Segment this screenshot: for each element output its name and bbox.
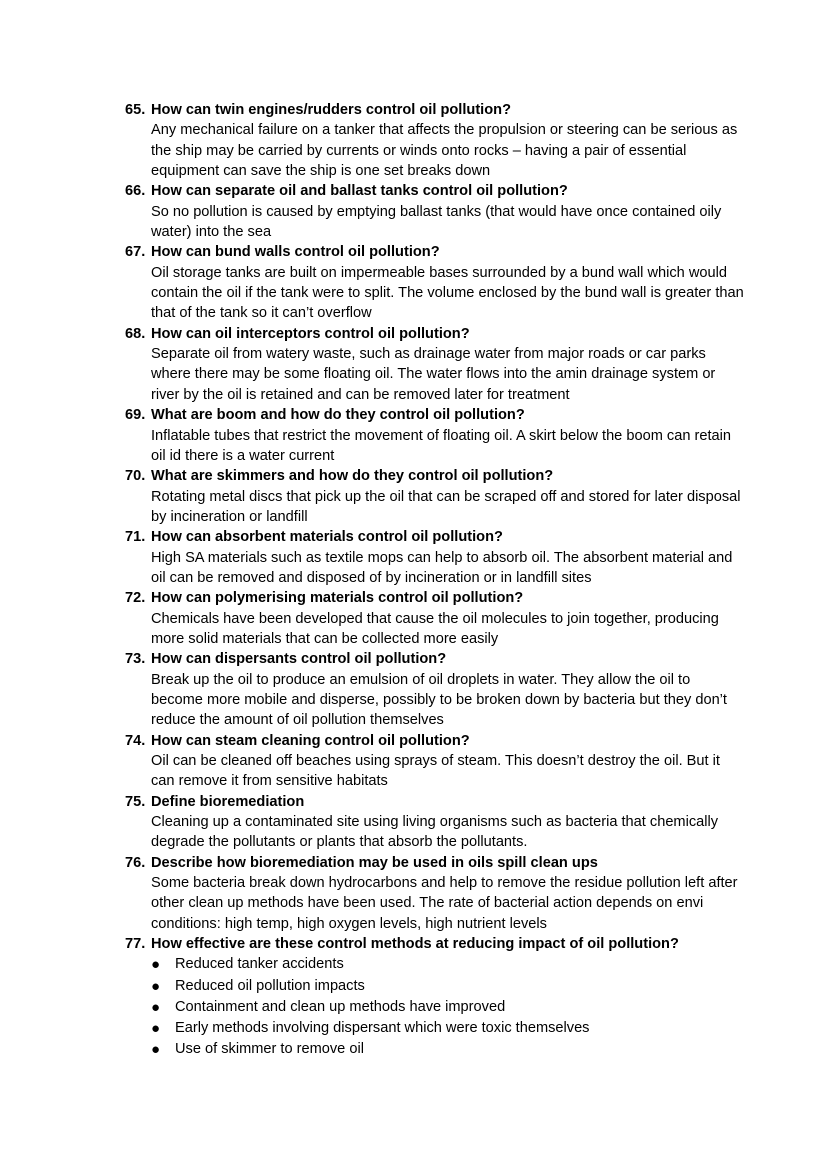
qa-item-69 [125, 405, 745, 466]
question-number: 72. [125, 590, 146, 607]
list-item [151, 954, 745, 975]
qa-item-72 [125, 588, 745, 649]
answer-text: Chemicals have been developed that cause the oil molecules to join together, producing more solid materials that can be collected more easily [151, 610, 719, 647]
question-number: 77. [125, 936, 146, 953]
question-number: 75. [125, 793, 146, 810]
question-text: How effective are these control methods at reducing impact of oil pollution? [151, 936, 679, 953]
answer-text: Rotating metal discs that pick up the oil that can be scraped off and stored for later disposal by incineration or landfill [151, 488, 741, 525]
qa-item-71 [125, 527, 745, 588]
answer-text: Oil storage tanks are built on impermeable bases surrounded by a bund wall which would contain the oil if the tank were to split. The volume enclosed by the bund wall is greater than that of the tank so it can’t overflow [151, 264, 744, 322]
question-text: What are boom and how do they control oil pollution? [151, 407, 525, 424]
question-heading [125, 466, 745, 486]
question-heading [125, 731, 745, 751]
list-item [151, 1018, 745, 1039]
bullet-text: Early methods involving dispersant which were toxic themselves [175, 1020, 590, 1037]
question-text: How can dispersants control oil pollution? [151, 651, 447, 668]
question-text: How can steam cleaning control oil pollution? [151, 732, 470, 749]
question-text: How can bund walls control oil pollution? [151, 244, 440, 261]
question-text: Describe how bioremediation may be used in oils spill clean ups [151, 854, 598, 871]
question-number: 73. [125, 651, 146, 668]
qa-item-74 [125, 731, 745, 792]
question-heading [125, 853, 745, 873]
question-text: How can twin engines/rudders control oil pollution? [151, 102, 511, 118]
bullet-icon: ● [151, 977, 161, 995]
list-item [151, 976, 745, 997]
qa-item-77 [125, 934, 745, 1060]
question-text: What are skimmers and how do they control oil pollution? [151, 468, 554, 485]
question-heading [125, 242, 745, 262]
question-number: 66. [125, 183, 146, 200]
question-number: 68. [125, 325, 146, 342]
question-heading [125, 405, 745, 425]
qa-item-73 [125, 649, 745, 730]
question-heading [125, 934, 745, 954]
question-heading [125, 527, 745, 547]
answer-text: Cleaning up a contaminated site using living organisms such as bacteria that chemically degrade the pollutants or plants that absorb the pollutants. [151, 814, 719, 851]
bullet-text: Use of skimmer to remove oil [175, 1041, 364, 1058]
qa-item-70 [125, 466, 745, 527]
answer-text: Separate oil from watery waste, such as drainage water from major roads or car parks where there may be some floating oil. The water flows into the amin drainage system or river by the oil is retained and can be removed later for treatment [151, 346, 716, 403]
question-number: 76. [125, 854, 146, 871]
answer-text: High SA materials such as textile mops can help to absorb oil. The absorbent material and oil can be removed and disposed of by incineration or in landfill sites [151, 549, 733, 586]
question-number: 67. [125, 244, 146, 261]
question-text: How can separate oil and ballast tanks control oil pollution? [151, 183, 568, 200]
bullet-icon: ● [151, 998, 161, 1016]
question-number: 69. [125, 407, 146, 424]
answer-text: Some bacteria break down hydrocarbons and help to remove the residue pollution left after other clean up methods have been used. The rate of bacterial action depends on envi conditions: high temp, high oxygen levels, high nutrient levels [151, 875, 738, 932]
bullet-icon: ● [151, 1020, 161, 1038]
list-item [151, 997, 745, 1018]
question-heading [125, 324, 745, 344]
qa-item-67 [125, 242, 745, 323]
qa-item-68 [125, 324, 745, 405]
bullet-icon: ● [151, 1041, 161, 1059]
answer-text: Oil can be cleaned off beaches using sprays of steam. This doesn’t destroy the oil. But it can remove it from sensitive habitats [151, 753, 720, 790]
question-number: 74. [125, 732, 146, 749]
question-text: How can absorbent materials control oil pollution? [151, 529, 503, 546]
list-item [151, 1039, 745, 1060]
answer-text: Any mechanical failure on a tanker that affects the propulsion or steering can be serious as the ship may be carried by currents or winds onto rocks – having a pair of essential equipment can save the ship is one set breaks down [151, 122, 738, 180]
question-number: 70. [125, 468, 146, 485]
question-text: Define bioremediation [151, 793, 305, 810]
question-heading [125, 181, 745, 201]
answer-text: Inflatable tubes that restrict the movement of floating oil. A skirt below the boom can retain oil id there is a water current [151, 427, 732, 464]
question-heading [125, 588, 745, 608]
answer-text: So no pollution is caused by emptying ballast tanks (that would have once contained oily water) into the sea [151, 203, 722, 241]
document-page [125, 100, 745, 1060]
question-text: How can oil interceptors control oil pollution? [151, 325, 470, 342]
bullet-text: Containment and clean up methods have improved [175, 998, 506, 1015]
answer-text: Break up the oil to produce an emulsion of oil droplets in water. They allow the oil to become more mobile and disperse, possibly to be broken down by bacteria but they don’t reduce the amount of oil pollution themselves [151, 671, 727, 729]
qa-item-76 [125, 853, 745, 934]
question-heading [125, 100, 745, 120]
bullet-icon: ● [151, 956, 161, 974]
question-text: How can polymerising materials control oil pollution? [151, 590, 524, 607]
question-heading [125, 649, 745, 669]
qa-item-66 [125, 181, 745, 242]
bullet-list [151, 954, 745, 1060]
qa-item-75 [125, 792, 745, 853]
question-number: 71. [125, 529, 146, 546]
qa-item-65 [125, 100, 745, 181]
question-heading [125, 792, 745, 812]
bullet-text: Reduced oil pollution impacts [175, 977, 365, 994]
question-number: 65. [125, 102, 146, 118]
bullet-text: Reduced tanker accidents [175, 956, 344, 973]
